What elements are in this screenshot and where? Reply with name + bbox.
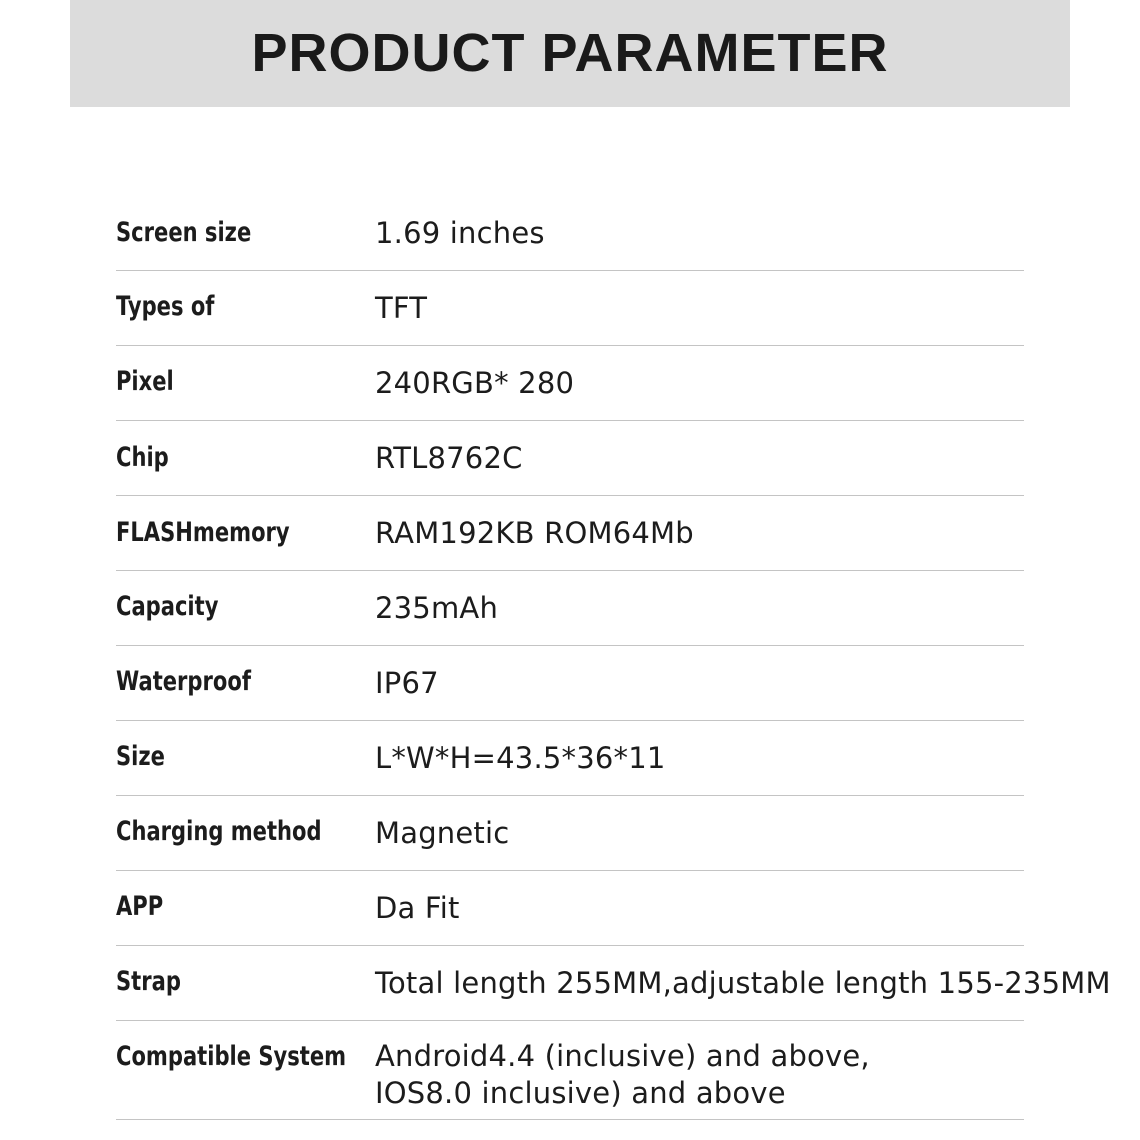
parameter-row: [116, 421, 1024, 496]
parameter-value: [375, 1038, 870, 1112]
parameter-value-line: 235mAh: [375, 591, 499, 625]
parameter-row: [116, 646, 1024, 721]
parameter-value: [375, 965, 1111, 1002]
parameter-value-line: 240RGB* 280: [375, 366, 575, 400]
header-banner: [70, 0, 1070, 107]
parameter-value-line: 1.69 inches: [375, 216, 545, 250]
parameter-value: [375, 740, 666, 777]
parameter-label: Charging method: [116, 816, 322, 847]
parameter-row: [116, 946, 1111, 1021]
parameter-row: [116, 496, 1024, 571]
parameter-row: [116, 197, 1024, 271]
parameter-label: FLASHmemory: [116, 517, 290, 548]
parameter-value-line: RTL8762C: [375, 441, 523, 475]
parameter-value: [375, 590, 498, 627]
parameter-label: Size: [116, 741, 165, 772]
parameter-row: [116, 346, 1024, 421]
parameter-label: Types of: [116, 291, 215, 322]
parameter-label: Strap: [116, 966, 181, 997]
parameter-row: [116, 721, 1024, 796]
parameter-label: Capacity: [116, 591, 219, 622]
parameter-value-line: TFT: [375, 291, 428, 325]
parameter-label: APP: [116, 891, 164, 922]
parameter-value: [375, 515, 694, 552]
parameter-row: [116, 271, 1024, 346]
page-title: PRODUCT PARAMETER: [251, 22, 889, 83]
parameter-label: Chip: [116, 442, 169, 473]
parameter-label: Waterproof: [116, 666, 251, 697]
parameter-value: [375, 215, 545, 252]
parameter-value-line: Android4.4 (inclusive) and above,: [375, 1039, 870, 1073]
parameter-row: [116, 571, 1024, 646]
parameter-row: [116, 796, 1024, 871]
parameter-value: [375, 365, 574, 402]
parameter-value-line: IOS8.0 inclusive) and above: [375, 1076, 786, 1110]
parameter-value: [375, 665, 439, 702]
parameter-value-line: Total length 255MM,adjustable length 155-235MM: [375, 966, 1111, 1000]
parameter-value: [375, 440, 523, 477]
parameter-value: [375, 815, 509, 852]
parameter-value: [375, 290, 427, 327]
parameter-value-line: RAM192KB ROM64Mb: [375, 516, 694, 550]
parameter-label: Screen size: [116, 217, 252, 248]
parameter-label: Pixel: [116, 366, 174, 397]
parameter-row: [116, 871, 1024, 946]
parameter-label: Compatible System: [116, 1041, 347, 1072]
parameter-row: [116, 1021, 1024, 1120]
parameter-value-line: IP67: [375, 666, 439, 700]
parameter-value-line: Da Fit: [375, 891, 460, 925]
parameter-value: [375, 890, 460, 927]
parameter-value-line: L*W*H=43.5*36*11: [375, 741, 666, 775]
parameter-value-line: Magnetic: [375, 816, 510, 850]
parameter-table: [116, 197, 1111, 1120]
